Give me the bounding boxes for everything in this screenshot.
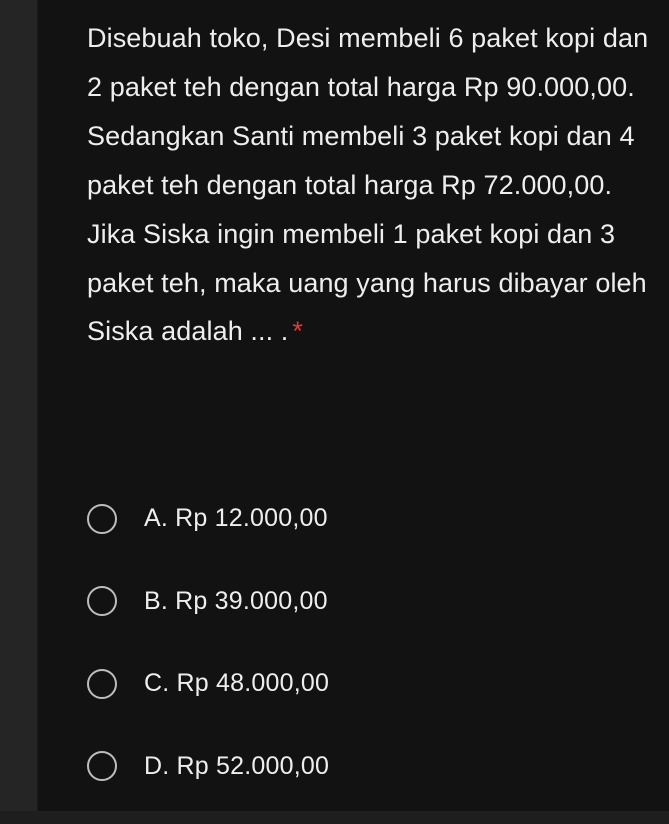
option-label: B. Rp 39.000,00 [144,586,328,615]
question-text: Disebuah toko, Desi membeli 6 paket kopi dan 2 paket teh dengan total harga Rp 90.000,00. Sedangkan Santi membeli 3 paket kopi dan 4 paket teh dengan total harga Rp 72.000,00. Jika Siska ingin membeli 1 paket kopi dan 3 paket teh, maka uang yang harus dibayar oleh Siska adalah ... . [87,23,649,347]
radio-circle-icon[interactable] [87,504,117,534]
option-label: C. Rp 48.000,00 [144,669,330,697]
question-card [38,0,669,811]
answer-options [87,494,647,824]
option-c[interactable] [87,659,647,708]
question-text-block [87,14,649,356]
option-label: D. Rp 52.000,00 [144,751,330,780]
radio-circle-icon[interactable] [87,586,117,616]
option-b[interactable] [87,577,647,626]
radio-circle-icon[interactable] [87,669,117,699]
option-label: A. Rp 12.000,00 [144,504,328,532]
radio-circle-icon[interactable] [87,751,117,781]
option-d[interactable] [87,742,647,791]
option-a[interactable] [87,494,647,543]
left-panel-edge [0,0,38,811]
required-asterisk: * [292,316,304,347]
